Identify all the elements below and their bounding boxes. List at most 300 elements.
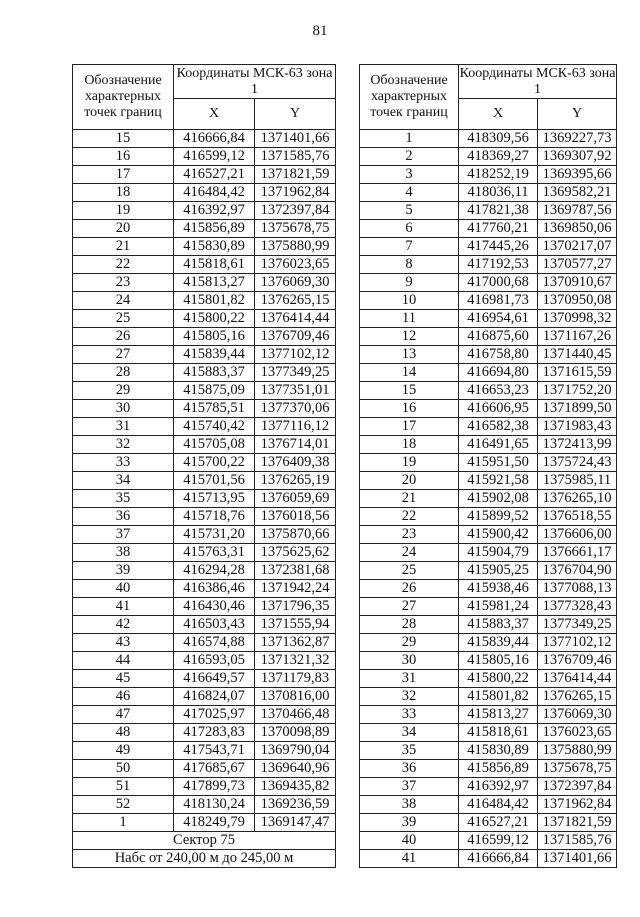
y-coordinate-cell: 1369236,59 [255, 796, 336, 814]
point-number-cell: 18 [73, 184, 174, 202]
point-number-cell: 44 [73, 652, 174, 670]
x-coordinate-cell: 415856,89 [174, 220, 255, 238]
sector-label: Сектор 75 [73, 832, 336, 850]
x-coordinate-cell: 416484,42 [459, 796, 538, 814]
table-row [73, 724, 336, 742]
point-number-cell: 35 [360, 742, 459, 760]
x-coordinate-cell: 416649,57 [174, 670, 255, 688]
x-coordinate-cell: 417000,68 [459, 274, 538, 292]
table-row [360, 778, 617, 796]
x-coordinate-cell: 415805,16 [459, 652, 538, 670]
point-number-cell: 19 [73, 202, 174, 220]
y-coordinate-cell: 1370098,89 [255, 724, 336, 742]
y-coordinate-cell: 1375724,43 [538, 454, 617, 472]
point-number-cell: 29 [360, 634, 459, 652]
table-row [360, 526, 617, 544]
x-coordinate-cell: 415921,58 [459, 472, 538, 490]
table-row [73, 544, 336, 562]
point-number-cell: 35 [73, 490, 174, 508]
table-row [360, 742, 617, 760]
table-row [73, 166, 336, 184]
y-coordinate-cell: 1371179,83 [255, 670, 336, 688]
x-coordinate-cell: 415785,51 [174, 400, 255, 418]
point-number-cell: 15 [73, 130, 174, 148]
point-number-cell: 5 [360, 202, 459, 220]
x-coordinate-cell: 416981,73 [459, 292, 538, 310]
table-row [360, 418, 617, 436]
point-number-cell: 41 [360, 850, 459, 868]
point-number-cell: 1 [73, 814, 174, 832]
y-coordinate-cell: 1375880,99 [255, 238, 336, 256]
point-number-cell: 49 [73, 742, 174, 760]
x-coordinate-cell: 416294,28 [174, 562, 255, 580]
point-number-cell: 11 [360, 310, 459, 328]
table-row [360, 292, 617, 310]
y-coordinate-cell: 1375880,99 [538, 742, 617, 760]
x-coordinate-cell: 418130,24 [174, 796, 255, 814]
point-number-cell: 30 [360, 652, 459, 670]
point-number-cell: 21 [360, 490, 459, 508]
x-coordinate-cell: 416666,84 [174, 130, 255, 148]
y-coordinate-cell: 1369640,96 [255, 760, 336, 778]
point-number-cell: 32 [73, 436, 174, 454]
table-row [73, 706, 336, 724]
y-coordinate-cell: 1371821,59 [538, 814, 617, 832]
table-row [360, 256, 617, 274]
table-row [360, 148, 617, 166]
table-row [73, 814, 336, 832]
x-coordinate-cell: 416599,12 [459, 832, 538, 850]
y-coordinate-cell: 1369147,47 [255, 814, 336, 832]
x-coordinate-cell: 415813,27 [459, 706, 538, 724]
point-number-cell: 24 [73, 292, 174, 310]
table-row [360, 220, 617, 238]
point-number-cell: 15 [360, 382, 459, 400]
column-header-x: X [174, 99, 255, 130]
point-number-cell: 20 [73, 220, 174, 238]
point-number-cell: 51 [73, 778, 174, 796]
y-coordinate-cell: 1370466,48 [255, 706, 336, 724]
y-coordinate-cell: 1376709,46 [255, 328, 336, 346]
y-coordinate-cell: 1369435,82 [255, 778, 336, 796]
x-coordinate-cell: 415813,27 [174, 274, 255, 292]
y-coordinate-cell: 1376709,46 [538, 652, 617, 670]
y-coordinate-cell: 1375870,66 [255, 526, 336, 544]
y-coordinate-cell: 1371615,59 [538, 364, 617, 382]
point-number-cell: 34 [73, 472, 174, 490]
y-coordinate-cell: 1369227,73 [538, 130, 617, 148]
y-coordinate-cell: 1371362,87 [255, 634, 336, 652]
table-row [73, 454, 336, 472]
y-coordinate-cell: 1369850,06 [538, 220, 617, 238]
point-number-cell: 31 [73, 418, 174, 436]
y-coordinate-cell: 1371752,20 [538, 382, 617, 400]
point-number-cell: 6 [360, 220, 459, 238]
point-number-cell: 32 [360, 688, 459, 706]
table-row [360, 328, 617, 346]
y-coordinate-cell: 1370910,67 [538, 274, 617, 292]
table-row [360, 238, 617, 256]
x-coordinate-cell: 417760,21 [459, 220, 538, 238]
point-number-cell: 25 [73, 310, 174, 328]
x-coordinate-cell: 418369,27 [459, 148, 538, 166]
y-coordinate-cell: 1371321,32 [255, 652, 336, 670]
x-coordinate-cell: 415902,08 [459, 490, 538, 508]
x-coordinate-cell: 415899,52 [459, 508, 538, 526]
x-coordinate-cell: 415801,82 [174, 292, 255, 310]
x-coordinate-cell: 415904,79 [459, 544, 538, 562]
table-row [73, 148, 336, 166]
column-header-x: X [459, 99, 538, 130]
y-coordinate-cell: 1376059,69 [255, 490, 336, 508]
column-header-coordinates: Координаты МСК-63 зона 1 [174, 65, 336, 99]
table-row [360, 850, 617, 868]
table-row [73, 598, 336, 616]
point-number-cell: 37 [73, 526, 174, 544]
x-coordinate-cell: 415905,25 [459, 562, 538, 580]
y-coordinate-cell: 1376661,17 [538, 544, 617, 562]
x-coordinate-cell: 416527,21 [459, 814, 538, 832]
table-row [73, 256, 336, 274]
x-coordinate-cell: 418036,11 [459, 184, 538, 202]
table-row [73, 652, 336, 670]
point-number-cell: 31 [360, 670, 459, 688]
y-coordinate-cell: 1377102,12 [255, 346, 336, 364]
table-row [360, 706, 617, 724]
x-coordinate-cell: 416527,21 [174, 166, 255, 184]
x-coordinate-cell: 415830,89 [459, 742, 538, 760]
point-number-cell: 22 [73, 256, 174, 274]
x-coordinate-cell: 415800,22 [459, 670, 538, 688]
point-number-cell: 28 [73, 364, 174, 382]
x-coordinate-cell: 416491,65 [459, 436, 538, 454]
x-coordinate-cell: 416574,88 [174, 634, 255, 652]
point-number-cell: 16 [360, 400, 459, 418]
x-coordinate-cell: 415839,44 [459, 634, 538, 652]
x-coordinate-cell: 417283,83 [174, 724, 255, 742]
table-row [73, 400, 336, 418]
x-coordinate-cell: 415731,20 [174, 526, 255, 544]
x-coordinate-cell: 415938,46 [459, 580, 538, 598]
point-number-cell: 9 [360, 274, 459, 292]
y-coordinate-cell: 1377088,13 [538, 580, 617, 598]
table-row [360, 832, 617, 850]
y-coordinate-cell: 1372397,84 [538, 778, 617, 796]
y-coordinate-cell: 1376714,01 [255, 436, 336, 454]
table-row [73, 202, 336, 220]
y-coordinate-cell: 1371962,84 [538, 796, 617, 814]
point-number-cell: 24 [360, 544, 459, 562]
x-coordinate-cell: 415740,42 [174, 418, 255, 436]
point-number-cell: 47 [73, 706, 174, 724]
table-row [73, 238, 336, 256]
table-row [360, 310, 617, 328]
y-coordinate-cell: 1377328,43 [538, 598, 617, 616]
point-number-cell: 3 [360, 166, 459, 184]
table-row [360, 580, 617, 598]
y-coordinate-cell: 1369582,21 [538, 184, 617, 202]
x-coordinate-cell: 415763,31 [174, 544, 255, 562]
table-row [73, 778, 336, 796]
x-coordinate-cell: 416824,07 [174, 688, 255, 706]
point-number-cell: 36 [73, 508, 174, 526]
y-coordinate-cell: 1375678,75 [255, 220, 336, 238]
x-coordinate-cell: 415875,09 [174, 382, 255, 400]
x-coordinate-cell: 415839,44 [174, 346, 255, 364]
point-number-cell: 25 [360, 562, 459, 580]
point-number-cell: 50 [73, 760, 174, 778]
point-number-cell: 1 [360, 130, 459, 148]
point-number-cell: 26 [73, 328, 174, 346]
y-coordinate-cell: 1371821,59 [255, 166, 336, 184]
x-coordinate-cell: 416386,46 [174, 580, 255, 598]
y-coordinate-cell: 1369787,56 [538, 202, 617, 220]
x-coordinate-cell: 418252,19 [459, 166, 538, 184]
point-number-cell: 18 [360, 436, 459, 454]
table-row [73, 184, 336, 202]
point-number-cell: 22 [360, 508, 459, 526]
x-coordinate-cell: 417025,97 [174, 706, 255, 724]
table-row [73, 346, 336, 364]
x-coordinate-cell: 416582,38 [459, 418, 538, 436]
point-number-cell: 43 [73, 634, 174, 652]
y-coordinate-cell: 1370577,27 [538, 256, 617, 274]
point-number-cell: 29 [73, 382, 174, 400]
point-number-cell: 42 [73, 616, 174, 634]
point-number-cell: 41 [73, 598, 174, 616]
x-coordinate-cell: 417445,26 [459, 238, 538, 256]
x-coordinate-cell: 415818,61 [174, 256, 255, 274]
point-number-cell: 38 [73, 544, 174, 562]
table-row [360, 796, 617, 814]
y-coordinate-cell: 1371401,66 [255, 130, 336, 148]
y-coordinate-cell: 1370217,07 [538, 238, 617, 256]
y-coordinate-cell: 1372397,84 [255, 202, 336, 220]
point-number-cell: 39 [360, 814, 459, 832]
point-number-cell: 23 [73, 274, 174, 292]
x-coordinate-cell: 415805,16 [174, 328, 255, 346]
table-row [73, 634, 336, 652]
x-coordinate-cell: 415951,50 [459, 454, 538, 472]
point-number-cell: 21 [73, 238, 174, 256]
y-coordinate-cell: 1377349,25 [538, 616, 617, 634]
y-coordinate-cell: 1376265,15 [255, 292, 336, 310]
column-header-y: Y [538, 99, 617, 130]
x-coordinate-cell: 415701,56 [174, 472, 255, 490]
x-coordinate-cell: 416599,12 [174, 148, 255, 166]
point-number-cell: 34 [360, 724, 459, 742]
point-number-cell: 38 [360, 796, 459, 814]
y-coordinate-cell: 1371555,94 [255, 616, 336, 634]
y-coordinate-cell: 1376265,15 [538, 688, 617, 706]
y-coordinate-cell: 1369395,66 [538, 166, 617, 184]
table-row [360, 508, 617, 526]
table-row [73, 292, 336, 310]
point-number-cell: 27 [73, 346, 174, 364]
point-number-cell: 39 [73, 562, 174, 580]
height-range-label: Набс от 240,00 м до 245,00 м [73, 850, 336, 868]
page-number: 81 [312, 23, 328, 39]
x-coordinate-cell: 416392,97 [174, 202, 255, 220]
table-row [360, 634, 617, 652]
point-number-cell: 30 [73, 400, 174, 418]
y-coordinate-cell: 1376606,00 [538, 526, 617, 544]
y-coordinate-cell: 1377116,12 [255, 418, 336, 436]
y-coordinate-cell: 1376414,44 [255, 310, 336, 328]
x-coordinate-cell: 416653,23 [459, 382, 538, 400]
table-row [360, 652, 617, 670]
point-number-cell: 2 [360, 148, 459, 166]
point-number-cell: 26 [360, 580, 459, 598]
y-coordinate-cell: 1371796,35 [255, 598, 336, 616]
table-row [360, 724, 617, 742]
y-coordinate-cell: 1376704,90 [538, 562, 617, 580]
point-number-cell: 33 [73, 454, 174, 472]
point-number-cell: 16 [73, 148, 174, 166]
point-number-cell: 8 [360, 256, 459, 274]
y-coordinate-cell: 1376069,30 [255, 274, 336, 292]
point-number-cell: 46 [73, 688, 174, 706]
table-row [73, 220, 336, 238]
point-number-cell: 48 [73, 724, 174, 742]
table-row [360, 670, 617, 688]
table-row [73, 688, 336, 706]
point-number-cell: 28 [360, 616, 459, 634]
table-row [360, 382, 617, 400]
y-coordinate-cell: 1376409,38 [255, 454, 336, 472]
table-row [360, 166, 617, 184]
x-coordinate-cell: 415883,37 [174, 364, 255, 382]
x-coordinate-cell: 417543,71 [174, 742, 255, 760]
table-row [360, 472, 617, 490]
table-row [73, 796, 336, 814]
point-number-cell: 37 [360, 778, 459, 796]
y-coordinate-cell: 1371440,45 [538, 346, 617, 364]
x-coordinate-cell: 416954,61 [459, 310, 538, 328]
table-row [360, 274, 617, 292]
point-number-cell: 20 [360, 472, 459, 490]
table-row [360, 598, 617, 616]
x-coordinate-cell: 418309,56 [459, 130, 538, 148]
column-header-point: Обозначение характерных точек границ [73, 65, 174, 130]
point-number-cell: 33 [360, 706, 459, 724]
y-coordinate-cell: 1376265,10 [538, 490, 617, 508]
point-number-cell: 14 [360, 364, 459, 382]
x-coordinate-cell: 417899,73 [174, 778, 255, 796]
point-number-cell: 40 [360, 832, 459, 850]
x-coordinate-cell: 415801,82 [459, 688, 538, 706]
y-coordinate-cell: 1371167,26 [538, 328, 617, 346]
column-header-point: Обозначение характерных точек границ [360, 65, 459, 130]
y-coordinate-cell: 1371983,43 [538, 418, 617, 436]
y-coordinate-cell: 1376018,56 [255, 508, 336, 526]
table-row [360, 436, 617, 454]
point-number-cell: 12 [360, 328, 459, 346]
y-coordinate-cell: 1372381,68 [255, 562, 336, 580]
table-row [73, 382, 336, 400]
x-coordinate-cell: 415800,22 [174, 310, 255, 328]
point-number-cell: 40 [73, 580, 174, 598]
coordinates-table-left [72, 64, 336, 868]
point-number-cell: 13 [360, 346, 459, 364]
x-coordinate-cell: 415718,76 [174, 508, 255, 526]
table-row [73, 508, 336, 526]
point-number-cell: 52 [73, 796, 174, 814]
x-coordinate-cell: 416758,80 [459, 346, 538, 364]
table-row [73, 742, 336, 760]
table-row [73, 490, 336, 508]
y-coordinate-cell: 1375625,62 [255, 544, 336, 562]
y-coordinate-cell: 1377102,12 [538, 634, 617, 652]
point-number-cell: 27 [360, 598, 459, 616]
table-row [360, 184, 617, 202]
point-number-cell: 4 [360, 184, 459, 202]
y-coordinate-cell: 1369790,04 [255, 742, 336, 760]
table-row [360, 544, 617, 562]
table-row [360, 454, 617, 472]
left-table-body [73, 130, 336, 832]
table-row [73, 310, 336, 328]
x-coordinate-cell: 417685,67 [174, 760, 255, 778]
point-number-cell: 45 [73, 670, 174, 688]
right-table-body [360, 130, 617, 868]
table-row [73, 760, 336, 778]
x-coordinate-cell: 415883,37 [459, 616, 538, 634]
x-coordinate-cell: 416666,84 [459, 850, 538, 868]
table-row [360, 346, 617, 364]
table-row [360, 400, 617, 418]
x-coordinate-cell: 417821,38 [459, 202, 538, 220]
column-header-coordinates: Координаты МСК-63 зона 1 [459, 65, 616, 97]
y-coordinate-cell: 1376414,44 [538, 670, 617, 688]
x-coordinate-cell: 415713,95 [174, 490, 255, 508]
x-coordinate-cell: 416593,05 [174, 652, 255, 670]
y-coordinate-cell: 1375678,75 [538, 760, 617, 778]
table-row [360, 814, 617, 832]
x-coordinate-cell: 418249,79 [174, 814, 255, 832]
table-row [73, 130, 336, 148]
x-coordinate-cell: 415818,61 [459, 724, 538, 742]
table-row [360, 562, 617, 580]
y-coordinate-cell: 1371401,66 [538, 850, 617, 868]
point-number-cell: 7 [360, 238, 459, 256]
point-number-cell: 36 [360, 760, 459, 778]
x-coordinate-cell: 415981,24 [459, 598, 538, 616]
y-coordinate-cell: 1370950,08 [538, 292, 617, 310]
x-coordinate-cell: 415705,08 [174, 436, 255, 454]
y-coordinate-cell: 1371585,76 [538, 832, 617, 850]
point-number-cell: 17 [360, 418, 459, 436]
table-row [73, 436, 336, 454]
y-coordinate-cell: 1369307,92 [538, 148, 617, 166]
x-coordinate-cell: 415856,89 [459, 760, 538, 778]
table-row [73, 472, 336, 490]
table-row [73, 364, 336, 382]
x-coordinate-cell: 415700,22 [174, 454, 255, 472]
coordinates-table-right [359, 64, 617, 868]
table-row [73, 328, 336, 346]
y-coordinate-cell: 1376518,55 [538, 508, 617, 526]
y-coordinate-cell: 1375985,11 [538, 472, 617, 490]
y-coordinate-cell: 1371962,84 [255, 184, 336, 202]
point-number-cell: 23 [360, 526, 459, 544]
y-coordinate-cell: 1376023,65 [255, 256, 336, 274]
x-coordinate-cell: 416430,46 [174, 598, 255, 616]
column-header-y: Y [255, 99, 336, 130]
y-coordinate-cell: 1377349,25 [255, 364, 336, 382]
y-coordinate-cell: 1377370,06 [255, 400, 336, 418]
y-coordinate-cell: 1371942,24 [255, 580, 336, 598]
